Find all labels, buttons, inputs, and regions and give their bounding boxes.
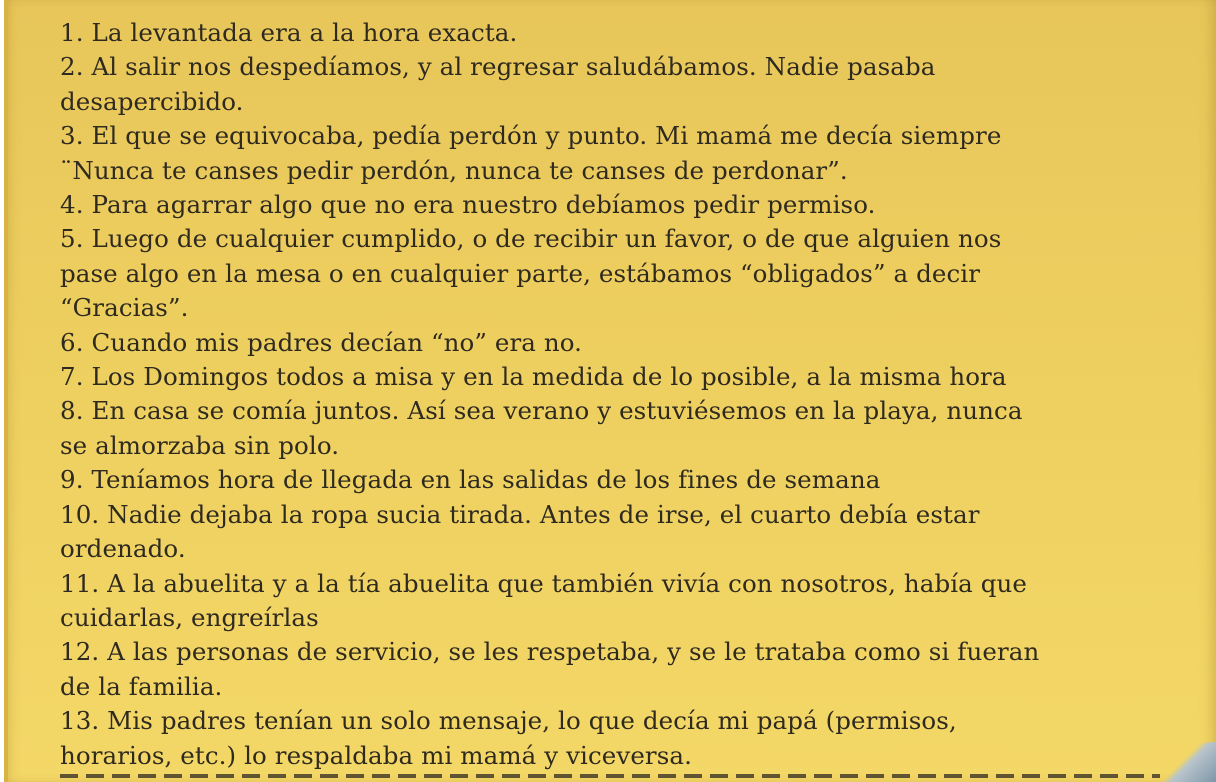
rule-line-18: cuidarlas, engreírlas (60, 602, 319, 632)
rule-line-17: 11. A la abuelita y a la tía abuelita que también vivía con nosotros, había que (60, 568, 1028, 598)
page-curl (1156, 742, 1216, 782)
rule-line-8: pase algo en la mesa o en cualquier parte, estábamos “obligados” a decir (60, 258, 981, 288)
rule-line-22: horarios, etc.) lo respaldaba mi mamá y viceversa. (60, 740, 693, 770)
sticky-note (4, 0, 1216, 782)
rule-line-3: desapercibido. (60, 86, 244, 116)
rules-list (60, 16, 1160, 773)
rule-line-5: ¨Nunca te canses pedir perdón, nunca te canses de perdonar”. (60, 155, 848, 185)
rule-line-2: 2. Al salir nos despedíamos, y al regresar saludábamos. Nadie pasaba (60, 52, 936, 82)
rule-line-21: 13. Mis padres tenían un solo mensaje, lo que decía mi papá (permisos, (60, 706, 957, 736)
rule-line-1: 1. La levantada era a la hora exacta. (60, 18, 518, 47)
rule-line-10: 6. Cuando mis padres decían “no” era no. (60, 327, 583, 357)
rule-line-11: 7. Los Domingos todos a misa y en la medida de lo posible, a la misma hora (60, 362, 1007, 392)
rule-line-4: 3. El que se equivocaba, pedía perdón y punto. Mi mamá me decía siempre (60, 121, 1002, 151)
rule-line-6: 4. Para agarrar algo que no era nuestro debíamos pedir permiso. (60, 190, 876, 220)
rule-line-13: se almorzaba sin polo. (60, 430, 340, 460)
rule-line-9: “Gracias”. (60, 293, 189, 323)
rule-line-15: 10. Nadie dejaba la ropa sucia tirada. Antes de irse, el cuarto debía estar (60, 499, 980, 529)
cut-off-text-fragment (60, 774, 1160, 778)
rule-line-7: 5. Luego de cualquier cumplido, o de recibir un favor, o de que alguien nos (60, 224, 1002, 254)
rule-line-14: 9. Teníamos hora de llegada en las salidas de los fines de semana (60, 465, 881, 495)
rule-line-12: 8. En casa se comía juntos. Así sea verano y estuviésemos en la playa, nunca (60, 396, 1023, 426)
rule-line-16: ordenado. (60, 534, 186, 564)
rule-line-19: 12. A las personas de servicio, se les respetaba, y se le trataba como si fueran (60, 637, 1040, 667)
note-left-edge (4, 0, 8, 782)
rule-line-20: de la familia. (60, 671, 223, 701)
cut-off-text-line (60, 768, 1160, 782)
